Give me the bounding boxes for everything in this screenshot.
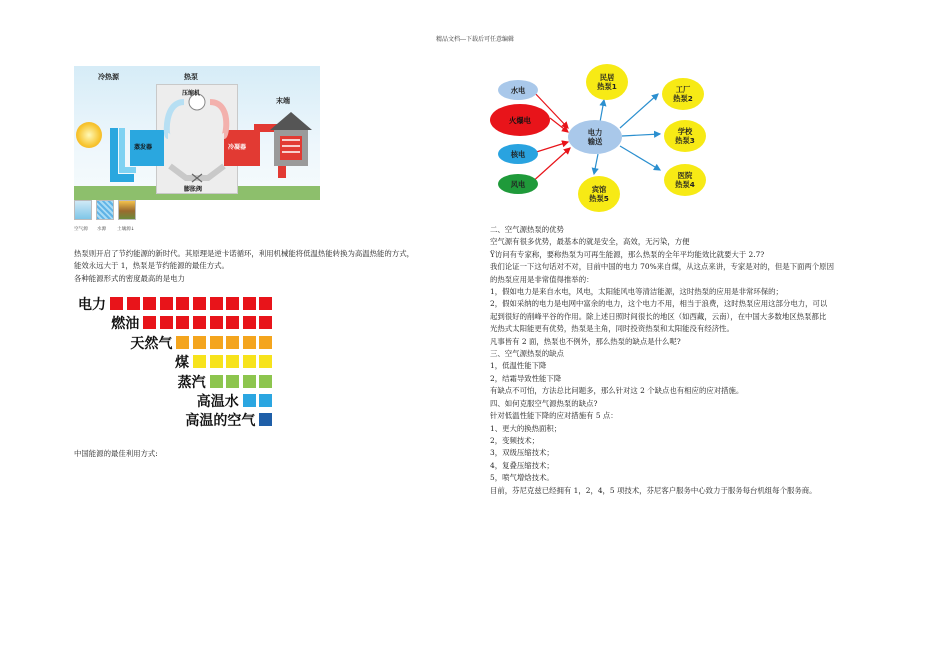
- node-factory-heat-pump: [662, 78, 704, 110]
- density-square: [210, 355, 223, 368]
- density-square: [243, 316, 256, 329]
- node-school-heat-pump: [664, 120, 706, 152]
- thumbnail-caption-water: 水源: [97, 227, 107, 232]
- density-square: [193, 297, 206, 310]
- density-square: [259, 297, 272, 310]
- density-category-label: 高温的空气: [185, 413, 256, 430]
- density-square: [193, 336, 206, 349]
- node-residence-heat-pump: [586, 64, 628, 100]
- density-square: [226, 316, 239, 329]
- terminal-label: 末端: [276, 97, 290, 105]
- node-label: 工厂 热泵2: [673, 85, 693, 103]
- density-square: [259, 355, 272, 368]
- density-square: [259, 316, 272, 329]
- density-square: [193, 355, 206, 368]
- power-network-diagram: [490, 60, 730, 230]
- density-square: [259, 394, 272, 407]
- density-square: [210, 297, 223, 310]
- paragraph-line: 凡事皆有 2 面，热泵也不例外，那么热泵的缺点是什么呢?: [490, 336, 681, 346]
- paragraph-line: 有缺点不可怕，方法总比问题多，那么针对这 2 个缺点也有相应的应对措施。: [490, 386, 744, 396]
- paragraph-line: 的热泵应用是非常值得推举的：: [490, 274, 594, 284]
- node-hotel-heat-pump: [578, 176, 620, 212]
- node-hydro: [498, 80, 538, 100]
- density-square: [160, 316, 173, 329]
- density-square: [127, 297, 140, 310]
- paragraph-line: Ÿ访问有专家称，要称热泵为可再生能源，那么热泵的全年平均能效比就要大于 2.7?: [490, 249, 765, 259]
- node-label: 火爆电: [509, 115, 531, 125]
- density-category-label: 燃油: [111, 316, 140, 333]
- density-category-label: 蒸汽: [177, 374, 206, 391]
- node-label: 民居 热泵1: [597, 73, 617, 91]
- density-square: [210, 336, 223, 349]
- density-square: [243, 394, 256, 407]
- density-square: [243, 355, 256, 368]
- compressor-label: 压缩机: [182, 90, 201, 97]
- paragraph-line: 2，变频技术；: [490, 435, 540, 445]
- page-header: 精品文档---下载后可任意编辑: [435, 36, 515, 43]
- density-square: [143, 297, 156, 310]
- right-text-column: [490, 224, 834, 497]
- density-square: [210, 316, 223, 329]
- paragraph-line: 4，复叠压缩技术；: [490, 460, 554, 470]
- soil-source-thumbnail: [118, 200, 136, 220]
- left-caption: 中国能源的最佳利用方式:: [74, 449, 158, 458]
- paragraph-line: 1、更大的换热面积；: [490, 423, 562, 433]
- paragraph-line: 1，低温性能下降: [490, 361, 547, 371]
- water-source-thumbnail: [96, 200, 114, 220]
- density-category-label: 高温水: [196, 394, 239, 410]
- density-square: [160, 297, 173, 310]
- density-square: [143, 316, 156, 329]
- paragraph-line: 能效永远大于 1，热泵是节约能源的最佳方式。: [74, 261, 229, 271]
- node-thermal-power: [490, 104, 550, 136]
- density-square: [110, 297, 123, 310]
- density-square: [210, 375, 223, 388]
- condenser-label: 冷凝器: [228, 144, 247, 151]
- node-label: 医院 热泵4: [675, 171, 695, 189]
- density-category-label: 电力: [78, 297, 106, 313]
- density-square: [226, 375, 239, 388]
- density-square: [176, 336, 189, 349]
- paragraph-line: 热泵则开启了节约能源的新时代。其原理是逆卡诺循环，利用机械能将低温热能转换为高温热能的方式，: [74, 249, 414, 258]
- density-square: [243, 297, 256, 310]
- density-square: [176, 297, 189, 310]
- paragraph-line: 光热式太阳能更有优势，热泵是主角，同时投资热泵和太阳能没有经济性。: [490, 324, 734, 334]
- paragraph-line: 5，喷气增焓技术。: [490, 473, 554, 483]
- density-square: [226, 297, 239, 310]
- paragraph-line: 二、空气源热泵的优势: [490, 225, 564, 234]
- paragraph-line: 2，假如采纳的电力是电网中富余的电力，这个电力不用，相当于浪费，这时热泵应用这部分电力，可以: [490, 299, 828, 309]
- node-label: 水电: [510, 85, 526, 95]
- density-category-label: 煤: [175, 355, 189, 372]
- house-icon: [268, 106, 314, 166]
- node-power-transmission: [568, 120, 622, 154]
- paragraph-line: 空气源有很多优势，最基本的就是安全，高效，无污染，方便: [490, 237, 690, 247]
- heat-pump-label: 热泵: [184, 73, 198, 81]
- left-paragraph: [74, 248, 414, 285]
- evaporator-label: 蒸发器: [134, 144, 153, 151]
- node-label: 电力 输送: [587, 128, 603, 146]
- paragraph-line: 我们论证一下这句话对不对，目前中国的电力 70%来自煤，从这点来讲，专家是对的，但是下面两个原因: [490, 262, 834, 272]
- density-square: [243, 375, 256, 388]
- paragraph-line: 三、空气源热泵的缺点: [490, 349, 564, 359]
- paragraph-line: 起到很好的削峰平谷的作用。除上述日照时间很长的地区（如西藏，云南），在中国大多数地区热泵都比: [490, 311, 827, 321]
- node-wind: [498, 174, 538, 194]
- density-square: [176, 316, 189, 329]
- paragraph-line: 各种能源形式的密度最高的是电力: [74, 273, 185, 283]
- density-category-label: 天然气: [130, 335, 173, 352]
- node-hospital-heat-pump: [664, 164, 706, 196]
- node-label: 学校 热泵3: [675, 127, 695, 145]
- thumbnail-caption-air: 空气源: [74, 227, 88, 232]
- paragraph-line: 针对低温性能下降的应对措施有 5 点：: [490, 411, 618, 421]
- air-source-thumbnail: [74, 200, 92, 220]
- thumbnail-caption-soil: 土壤源↓: [117, 227, 135, 232]
- expansion-valve-label: 膨胀阀: [184, 186, 203, 193]
- density-square: [226, 336, 239, 349]
- density-square: [243, 336, 256, 349]
- paragraph-line: 四、如何克服空气源热泵的缺点?: [490, 398, 598, 408]
- density-square: [259, 413, 272, 426]
- cold-source-label: 冷热源: [98, 73, 119, 81]
- density-square: [193, 316, 206, 329]
- density-square: [259, 375, 272, 388]
- paragraph-line: 2，结霜导致性能下降: [490, 373, 562, 383]
- density-square: [226, 355, 239, 368]
- node-label: 风电: [510, 179, 526, 189]
- density-square: [259, 336, 272, 349]
- paragraph-line: 1，假如电力是来自水电，风电，太阳能风电等清洁能源，这时热泵的应用是非常环保的；: [490, 287, 783, 297]
- node-label: 宾馆 热泵5: [589, 185, 609, 203]
- heat-pump-diagram: [74, 66, 320, 200]
- paragraph-line: 目前，芬尼克兹已经拥有 1，2，4，5 项技术，芬尼客户服务中心致力于服务每台机组每个服务商。: [490, 485, 817, 495]
- node-label: 核电: [510, 149, 526, 159]
- node-nuclear: [498, 144, 538, 164]
- paragraph-line: 3，双级压缩技术；: [490, 448, 554, 458]
